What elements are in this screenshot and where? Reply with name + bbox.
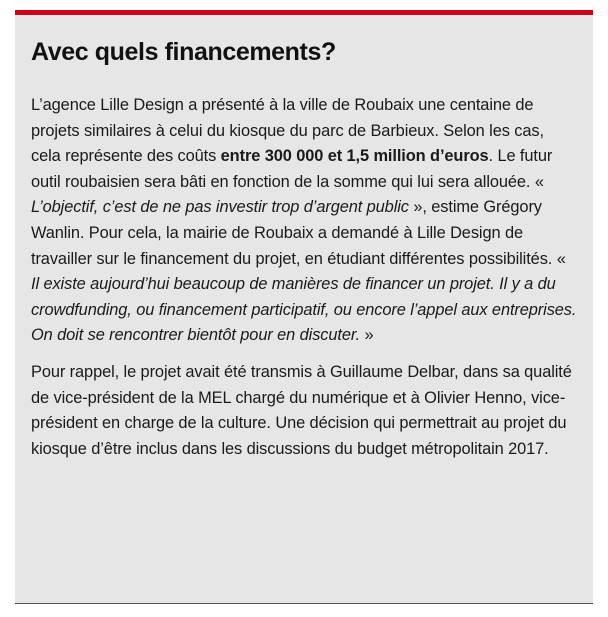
- cost-range: entre 300 000 et 1,5 million d’euros: [220, 147, 489, 166]
- quote-wanlin: L’objectif, c’est de ne pas investir trop d’argent public: [31, 198, 409, 217]
- paragraph-text: », estime Grégory Wanlin. Pour cela, la mairie de Roubaix a demandé à Lille Design de travailler sur le financement du projet, en étudiant différentes possibilités. «: [31, 198, 566, 268]
- paragraph-text: »: [360, 326, 374, 345]
- paragraph-text: . Le futur outil roubaisien sera bâti en fonction de la somme qui lui sera allouée. «: [31, 147, 553, 191]
- paragraph-reminder: Pour rappel, le projet avait été transmis à Guillaume Delbar, dans sa qualité de vice-président de la MEL chargé du numérique et à Olivier Henno, vice-président en charge de la culture. Une décision qui permettrait au projet du kiosque d’être inclus dans les discussions du budget métropolitain 2017.: [31, 362, 572, 458]
- quote-financing-options: Il existe aujourd’hui beaucoup de manières de financer un projet. Il y a du crowdfunding, ou financement participatif, ou encore l’appel aux entreprises. On doit se rencontrer bientôt pour en discuter.: [31, 275, 577, 345]
- paragraph-financing: [31, 93, 577, 349]
- paragraph-text: L’agence Lille Design a présenté à la ville de Roubaix une centaine de projets similaires à celui du kiosque du parc de Barbieux. Selon les cas, cela représente des coûts: [31, 96, 544, 166]
- info-box: [15, 10, 593, 604]
- box-title: Avec quels financements?: [31, 38, 336, 66]
